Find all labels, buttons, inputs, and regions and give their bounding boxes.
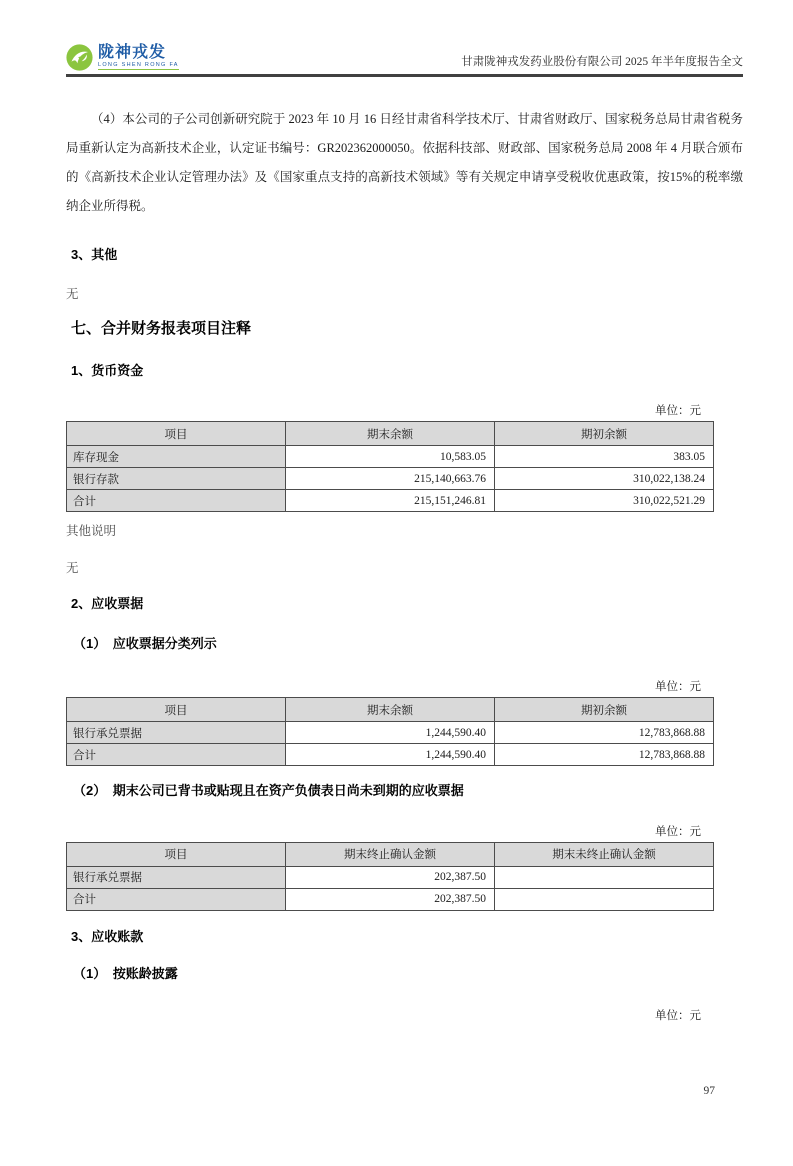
col-header-item: 项目 (67, 698, 286, 722)
value-cell: 202,387.50 (286, 888, 495, 910)
value-cell: 202,387.50 (286, 866, 495, 888)
col-header-ending-balance: 期末余额 (286, 698, 495, 722)
heading-section-seven: 七、合并财务报表项目注释 (71, 319, 252, 337)
value-cell (495, 888, 714, 910)
value-cell: 1,244,590.40 (286, 722, 495, 744)
table-header-row (67, 422, 714, 446)
row-label-cell: 合计 (67, 888, 286, 910)
notes-receivable-table (66, 697, 714, 766)
other-note-label: 其他说明 (66, 524, 117, 539)
value-cell: 10,583.05 (286, 446, 495, 468)
col-header-derecognized: 期末终止确认金额 (286, 842, 495, 866)
value-cell (495, 866, 714, 888)
value-cell: 383.05 (495, 446, 714, 468)
unit-label: 单位：元 (655, 825, 701, 838)
page-header (66, 44, 743, 77)
col-header-item: 项目 (67, 422, 286, 446)
logo-text (98, 45, 179, 71)
table-total-row (67, 490, 714, 512)
unit-label: 单位：元 (655, 681, 701, 694)
company-logo-icon (66, 44, 93, 71)
unit-label: 单位：元 (655, 405, 701, 418)
table-row (67, 468, 714, 490)
monetary-funds-table (66, 421, 714, 512)
company-logo (66, 44, 179, 71)
heading-notes-receivable: 2、应收票据 (71, 596, 144, 612)
value-cell: 1,244,590.40 (286, 744, 495, 766)
row-label-cell: 合计 (67, 744, 286, 766)
col-header-not-derecognized: 期末未终止确认金额 (495, 842, 714, 866)
heading-endorsed-notes: （2） 期末公司已背书或贴现且在资产负债表日尚未到期的应收票据 (73, 783, 464, 799)
table-row (67, 446, 714, 468)
heading-accounts-receivable: 3、应收账款 (71, 928, 144, 944)
table-header-row (67, 842, 714, 866)
endorsed-notes-table (66, 842, 714, 911)
tax-policy-paragraph: （4）本公司的子公司创新研究院于 2023 年 10 月 16 日经甘肃省科学技术厅、甘肃省财政厅、国家税务总局甘肃省税务局重新认定为高新技术企业，认定证书编号：GR202362000050。依据科技部、财政部、国家税务总局 2008 年 4 月联合颁布的《高新技术企业认定管理办法》及《国家重点支持的高新技术领域》等有关规定申请享受税收优惠政策，按15%的税率缴纳企业所得税。 (66, 112, 743, 213)
row-label-cell: 银行承兑票据 (67, 866, 286, 888)
row-label-cell: 合计 (67, 490, 286, 512)
table-row (67, 866, 714, 888)
row-label-cell: 银行存款 (67, 468, 286, 490)
value-cell: 310,022,138.24 (495, 468, 714, 490)
value-cell: 12,783,868.88 (495, 744, 714, 766)
row-label-cell: 库存现金 (67, 446, 286, 468)
table-total-row (67, 744, 714, 766)
unit-label: 单位：元 (655, 1009, 701, 1022)
col-header-beginning-balance: 期初余额 (495, 422, 714, 446)
value-cell: 12,783,868.88 (495, 722, 714, 744)
value-cell: 215,151,246.81 (286, 490, 495, 512)
row-label-cell: 银行承兑票据 (67, 722, 286, 744)
col-header-item: 项目 (67, 842, 286, 866)
heading-aging-disclosure: （1） 按账龄披露 (73, 965, 178, 981)
page-number: 97 (703, 1085, 715, 1097)
col-header-beginning-balance: 期初余额 (495, 698, 714, 722)
none-text: 无 (66, 561, 79, 576)
none-text: 无 (66, 286, 79, 301)
value-cell: 310,022,521.29 (495, 490, 714, 512)
table-header-row (67, 698, 714, 722)
brand-name-cn: 陇神戎发 (98, 43, 167, 61)
heading-notes-classification: （1） 应收票据分类列示 (73, 636, 217, 652)
table-row (67, 722, 714, 744)
heading-other: 3、其他 (71, 247, 118, 262)
col-header-ending-balance: 期末余额 (286, 422, 495, 446)
report-page (0, 44, 793, 1023)
heading-monetary-funds: 1、货币资金 (71, 363, 144, 379)
value-cell: 215,140,663.76 (286, 468, 495, 490)
brand-name-en: LONG SHEN RONG FA (98, 63, 179, 71)
document-title: 甘肃陇神戎发药业股份有限公司 2025 年半年度报告全文 (461, 56, 743, 68)
table-total-row (67, 888, 714, 910)
